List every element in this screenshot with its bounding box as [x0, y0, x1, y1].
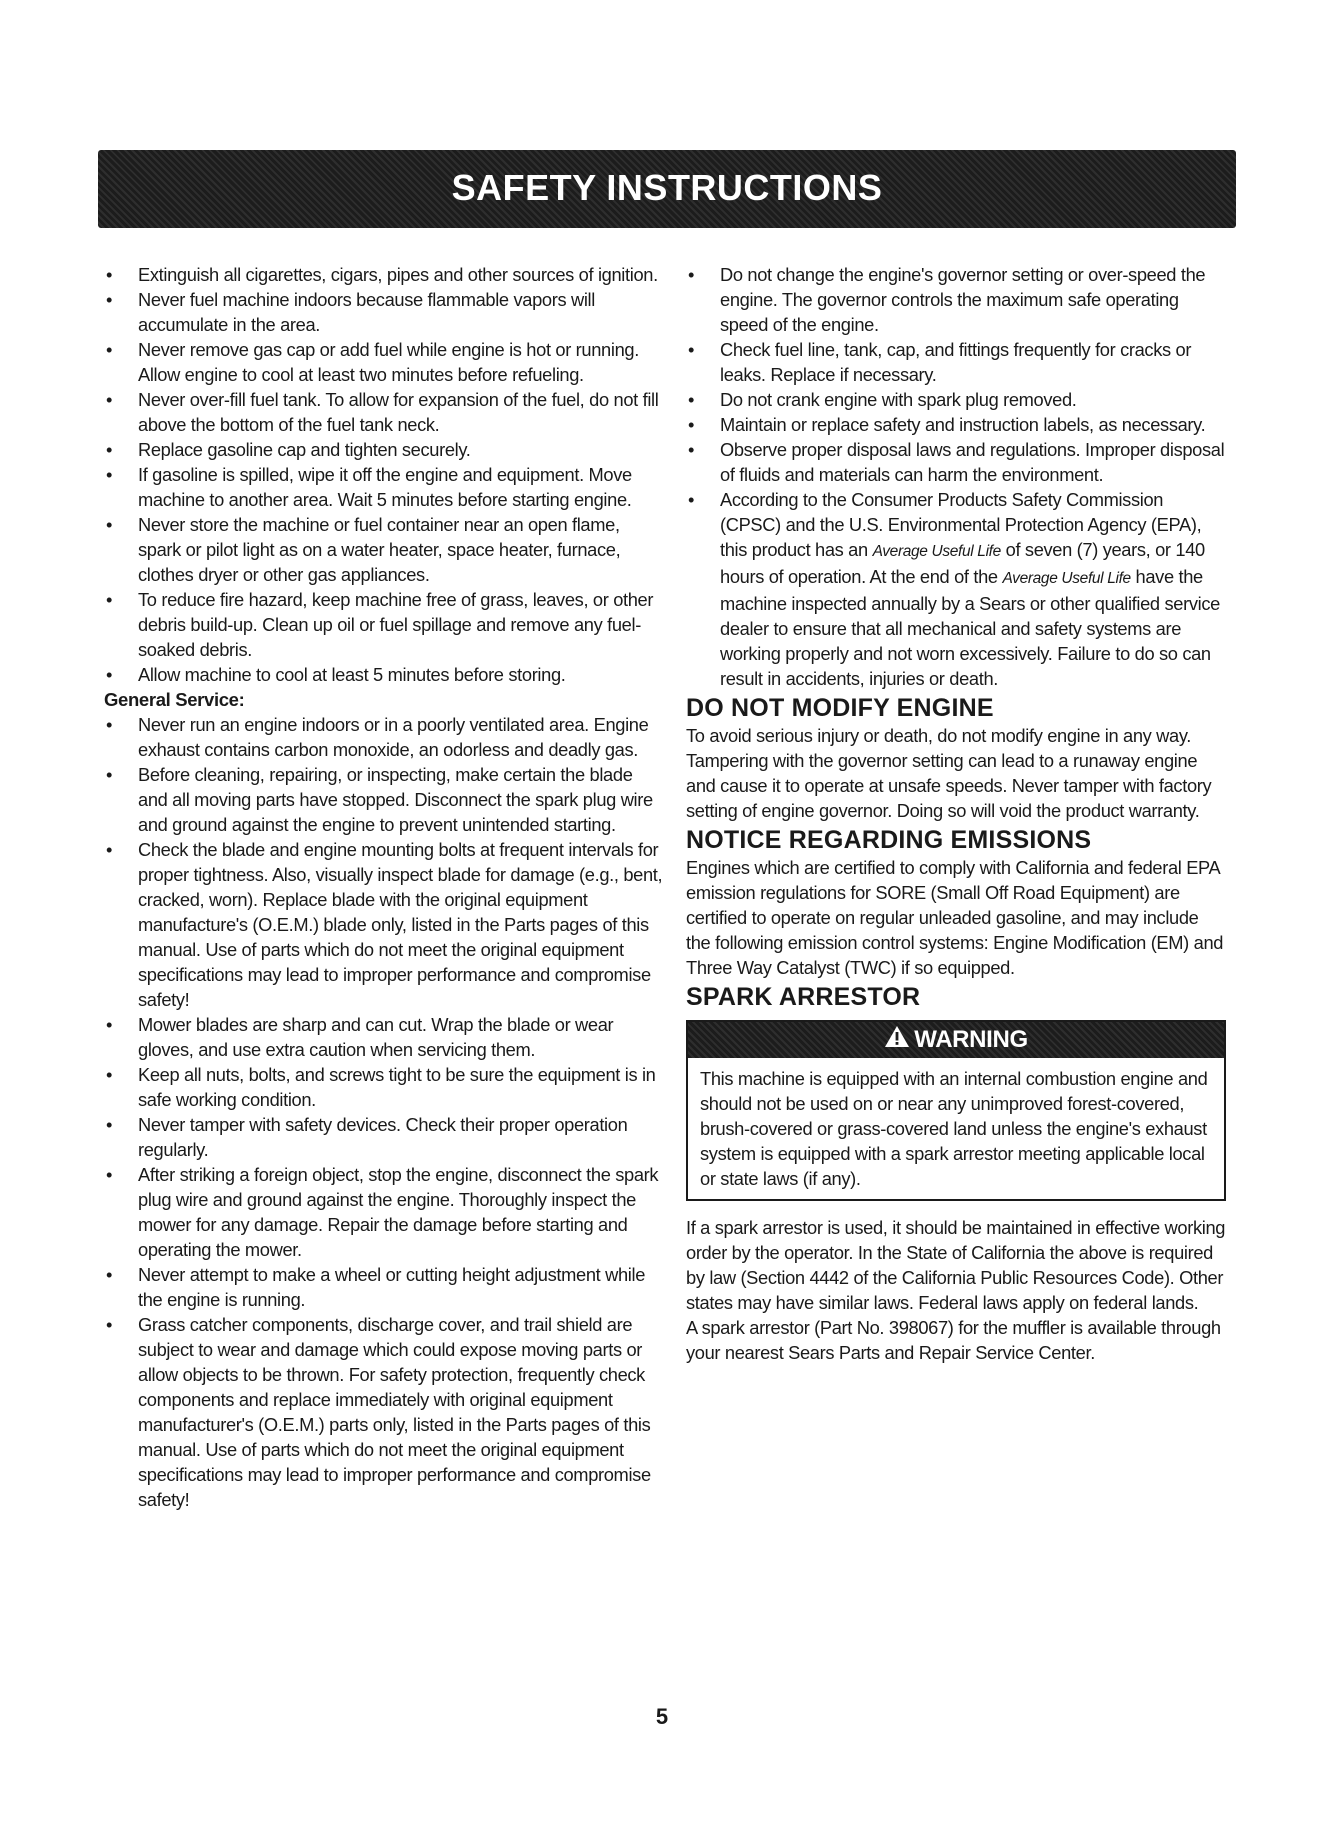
cpsc-text-3: have the machine inspected annually by a Sears or other qualified service dealer to ensure that all mechanical and safety systems are working properly and not worn excessively. Failure to do so can result in accidents, injuries or death. [720, 566, 1220, 689]
list-item: • Never run an engine indoors or in a poorly ventilated area. Engine exhaust contains carbon monoxide, an odorless and deadly gas. [104, 712, 664, 762]
average-useful-life-term: Average Useful Life [872, 543, 1001, 560]
section-banner [98, 150, 1236, 228]
modify-engine-text: To avoid serious injury or death, do not modify engine in any way. Tampering with the governor setting can lead to a runaway engine and cause it to operate at unsafe speeds. Never tamper with factory setting of engine governor. Doing so will void the product warranty. [686, 725, 1212, 821]
left-column [104, 262, 664, 1512]
list-item: • Do not crank engine with spark plug removed. [686, 387, 1226, 412]
list-item: • Never over-fill fuel tank. To allow for expansion of the fuel, do not fill above the bottom of the fuel tank neck. [104, 387, 664, 437]
list-item: • Keep all nuts, bolts, and screws tight to be sure the equipment is in safe working condition. [104, 1062, 664, 1112]
list-item: • To reduce fire hazard, keep machine free of grass, leaves, or other debris build-up. Clean up oil or fuel spillage and remove any fuel-soaked debris. [104, 587, 664, 662]
list-item: • Mower blades are sharp and can cut. Wrap the blade or wear gloves, and use extra caution when servicing them. [104, 1012, 664, 1062]
page-number: 5 [655, 1704, 669, 1729]
cpsc-text-1: According to the Consumer Products Safety Commission (CPSC) and the U.S. Environmental Protection Agency (EPA), this product has an [720, 489, 1202, 560]
list-item: • Never attempt to make a wheel or cutting height adjustment while the engine is running. [104, 1262, 664, 1312]
list-item: • Never store the machine or fuel container near an open flame, spark or pilot light as on a water heater, space heater, furnace, clothes dryer or other gas appliances. [104, 512, 664, 587]
list-item: • Do not change the engine's governor setting or over-speed the engine. The governor controls the maximum safe operating speed of the engine. [686, 262, 1226, 337]
general-service-heading: General Service: [104, 689, 245, 710]
warning-text: This machine is equipped with an internal combustion engine and should not be used on or near any unimproved forest-covered, brush-covered or grass-covered land unless the engine's exhaust system is equipped with a spark arrestor meeting applicable local or state laws (if any). [700, 1068, 1208, 1189]
arrestor-text-1: If a spark arrestor is used, it should be maintained in effective working order by the operator. In the State of California the above is required by law (Section 4442 of the California Public Resources Code). Other states may have similar laws. Federal laws apply on federal lands. [686, 1217, 1226, 1313]
list-item: • Check fuel line, tank, cap, and fittings frequently for cracks or leaks. Replace if necessary. [686, 337, 1226, 387]
emissions-heading: NOTICE REGARDING EMISSIONS [686, 826, 1092, 854]
list-item: • Maintain or replace safety and instruction labels, as necessary. [686, 412, 1226, 437]
list-item: • After striking a foreign object, stop the engine, disconnect the spark plug wire and ground against the engine. Thoroughly inspect the mower for any damage. Repair the damage before starting and operating the mower. [104, 1162, 664, 1262]
modify-engine-heading: DO NOT MODIFY ENGINE [686, 694, 994, 722]
cpsc-text-2: of seven (7) years, or 140 hours of operation. At the end of the [720, 539, 1205, 587]
list-item: • Allow machine to cool at least 5 minutes before storing. [104, 662, 664, 687]
arrestor-text-2: A spark arrestor (Part No. 398067) for the muffler is available through your nearest Sears Parts and Repair Service Center. [686, 1317, 1221, 1363]
list-item: • Never fuel machine indoors because flammable vapors will accumulate in the area. [104, 287, 664, 337]
engine-safety-list [686, 262, 1226, 691]
cpsc-list-item [686, 487, 1226, 691]
list-item: • Extinguish all cigarettes, cigars, pipes and other sources of ignition. [104, 262, 664, 287]
spark-arrestor-heading: SPARK ARRESTOR [686, 983, 921, 1011]
average-useful-life-term: Average Useful Life [1002, 570, 1131, 587]
fuel-safety-list [104, 262, 664, 687]
right-column [686, 262, 1226, 1365]
warning-box [686, 1020, 1226, 1201]
list-item: • Never remove gas cap or add fuel while engine is hot or running. Allow engine to cool at least two minutes before refueling. [104, 337, 664, 387]
list-item: • Never tamper with safety devices. Check their proper operation regularly. [104, 1112, 664, 1162]
warning-header [688, 1022, 1224, 1058]
list-item: • Grass catcher components, discharge cover, and trail shield are subject to wear and damage which could expose moving parts or allow objects to be thrown. For safety protection, frequently check components and replace immediately with original equipment manufacturer's (O.E.M.) parts only, listed in the Parts pages of this manual. Use of parts which do not meet the original equipment specifications may lead to improper performance and compromise safety! [104, 1312, 664, 1512]
list-item: • Check the blade and engine mounting bolts at frequent intervals for proper tightness. Also, visually inspect blade for damage (e.g., bent, cracked, worn). Replace blade with the original equipment manufacture's (O.E.M.) blade only, listed in the Parts pages of this manual. Use of parts which do not meet the original equipment specifications may lead to improper performance and compromise safety! [104, 837, 664, 1012]
warning-title: WARNING [914, 1026, 1028, 1053]
list-item: • If gasoline is spilled, wipe it off the engine and equipment. Move machine to another area. Wait 5 minutes before starting engine. [104, 462, 664, 512]
list-item: • Before cleaning, repairing, or inspecting, make certain the blade and all moving parts have stopped. Disconnect the spark plug wire and ground against the engine to prevent unintended starting. [104, 762, 664, 837]
page-title: SAFETY INSTRUCTIONS [451, 167, 883, 208]
general-service-list [104, 712, 664, 1512]
list-item: • Observe proper disposal laws and regulations. Improper disposal of fluids and materials can harm the environment. [686, 437, 1226, 487]
emissions-text: Engines which are certified to comply with California and federal EPA emission regulations for SORE (Small Off Road Equipment) are certified to operate on regular unleaded gasoline, and may include the following emission control systems: Engine Modification (EM) and Three Way Catalyst (TWC) if so equipped. [686, 857, 1224, 978]
list-item: • Replace gasoline cap and tighten securely. [104, 437, 664, 462]
warning-triangle-icon [884, 1023, 910, 1059]
